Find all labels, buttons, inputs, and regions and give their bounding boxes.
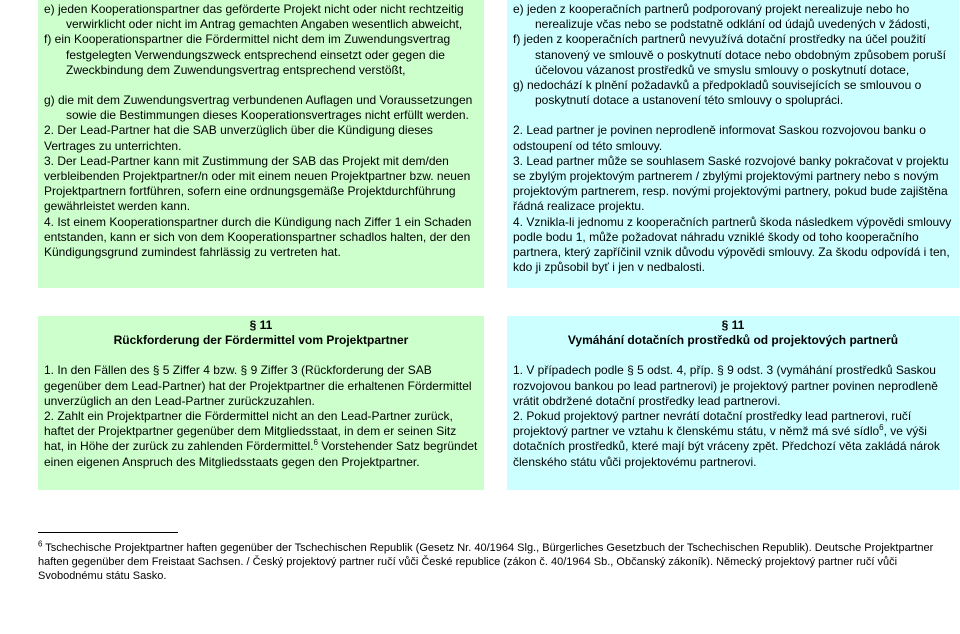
de-paragraph-3: 3. Der Lead-Partner kann mit Zustimmung der SAB das Projekt mit dem/den verbleibenden Projektpartner/n oder mit einem neuen Projektpartner bzw. neuen Projektpartnern fortführen, sofern eine ordnungsgemäße Projektdurchführung gewährleistet werden kann. — [44, 153, 471, 214]
german-section-11 — [38, 316, 484, 490]
footnote — [38, 541, 956, 584]
cz-paragraph-3: 3. Lead partner může se souhlasem Saské rozvojové banky pokračovat v projektu se zbylým projektovým partnerem / zbylými projektovými partnery nebo s novým projektovým partnerem, resp. novými projektovými partnery, pokud bude zajištěna řádná realizace projektu. — [513, 153, 949, 214]
footnote-divider — [38, 532, 178, 533]
czech-top-column — [507, 0, 959, 288]
de-footnote-ref: 6 — [313, 438, 318, 448]
page-sidebar-label — [0, 310, 2, 470]
german-top-column — [38, 0, 484, 288]
de-s11-p2-text-a: 2. Zahlt ein Projektpartner die Fördermittel nicht an den Lead-Partner zurück, haftet der Projektpartner gegenüber dem Mitgliedsstaat, in dem er seinen Sitz hat, in Höhe der zurück zu zahlenden Fördermittel. — [44, 409, 457, 454]
de-s11-paragraph-2 — [44, 409, 478, 470]
footnote-mark: 6 — [38, 539, 43, 549]
de-item-g: g) die mit dem Zuwendungsvertrag verbundenen Auflagen und Voraussetzungen sowie die Bestimmungen dieses Kooperationsvertrages nicht erfüllt werden. — [44, 93, 473, 123]
de-s11-paragraph-1: 1. In den Fällen des § 5 Ziffer 4 bzw. § 9 Ziffer 3 (Rückforderung der SAB gegenüber dem Lead-Partner) hat der Projektpartner die erhaltenen Fördermittel unverzüglich an den Lead-Partner zurückzuzahlen. — [44, 363, 472, 408]
footnote-text: Tschechische Projektpartner haften gegenüber der Tschechischen Republik (Gesetz Nr. 40/1964 Slg., Bürgerliches Gesetzbuch der Tschechischen Republik). Deutsche Projektpartner haften gegenüber dem Freistaat Sachsen. / Český projektový partner ručí vůči České republice (zákon č. 40/1964 Sb., Občanský zákoník). Německý projektový partner ručí vůči Svobodnému státu Sasko. — [38, 542, 934, 583]
cz-paragraph-2: 2. Lead partner je povinen neprodleně informovat Saskou rozvojovou banku o odstoupení od této smlouvy. — [513, 123, 926, 153]
de-item-e: e) jeden Kooperationspartner das geförderte Projekt nicht oder nicht rechtzeitig verwirklicht oder nicht im Antrag gemachten Angaben wesentlich abweicht, — [44, 2, 464, 32]
cz-item-f: f) jeden z kooperačních partnerů nevyužívá dotační prostředky na účel použití stanovený ve smlouvě o poskytnutí dotace nebo obdobným způsobem poruší účelovou vázanost prostředků ve smyslu smlouvy o poskytnutí dotace, — [513, 32, 946, 77]
cz-s11-paragraph-1: 1. V případech podle § 5 odst. 4, příp. § 9 odst. 3 (vymáhání prostředků Saskou rozvojovou bankou po lead partnerovi) je projektový partner povinen neprodleně vrátit obdržené dotační prostředky lead partnerovi. — [513, 363, 938, 408]
cz-section-heading: Vymáhání dotačních prostředků od projektových partnerů — [567, 333, 899, 348]
de-section-number: § 11 — [249, 318, 273, 332]
czech-section-11 — [507, 316, 959, 490]
de-section-heading: Rückforderung der Fördermittel vom Projektpartner — [113, 333, 409, 348]
cz-footnote-ref: 6 — [879, 423, 884, 433]
cz-s11-p2-text-a: 2. Pokud projektový partner nevrátí dotační prostředky lead partnerovi, ručí projektový partner ve vztahu k členskému státu, v němž má své sídlo — [513, 409, 912, 439]
cz-s11-p2-text-b: , ve výši dotačních prostředků, které mají být vráceny zpět. Předchozí věta zakládá nárok členského státu vůči projektovému partnerovi. — [513, 424, 940, 469]
cz-section-number: § 11 — [721, 318, 745, 332]
de-item-f: f) ein Kooperationspartner die Fördermittel nicht dem im Zuwendungsvertrag festgelegten Verwendungszweck entsprechend einsetzt oder gegen die Zweckbindung dem Zuwendungsvertrag entsprechend verstößt, — [44, 32, 451, 77]
de-s11-p2-text-b: Vorstehender Satz begründet einen eigenen Anspruch des Mitgliedsstaats gegen den Projektpartner. — [44, 439, 478, 469]
de-paragraph-4: 4. Ist einem Kooperationspartner durch die Kündigung nach Ziffer 1 ein Schaden entstanden, kann er sich von dem Kooperationspartner schadlos halten, der den Kündigungsgrund zumindest fahrlässig zu vertreten hat. — [44, 214, 472, 260]
cz-item-e: e) jeden z kooperačních partnerů podporovaný projekt nerealizuje nebo ho nerealizuje včas nebo se podstatně odklání od údajů uvedených v žádosti, — [513, 2, 930, 32]
cz-s11-paragraph-2 — [513, 409, 953, 470]
cz-item-g: g) nedochází k plnění požadavků a předpokladů souvisejících se smlouvou o poskytnutí dotace a ustanovení této smlouvy o spolupráci. — [513, 78, 922, 108]
de-paragraph-2: 2. Der Lead-Partner hat die SAB unverzüglich über die Kündigung dieses Vertrages zu unterrichten. — [44, 123, 433, 153]
cz-paragraph-4: 4. Vznikla-li jednomu z kooperačních partnerů škoda následkem výpovědi smlouvy podle bodu 1, může požadovat náhradu vzniklé škody od toho kooperačního partnera, který zapříčinil vznik důvodu výpovědi smlouvy. Za škodu odpovídá i ten, kdo ji způsobil byť i jen v nedbalosti. — [513, 214, 952, 275]
